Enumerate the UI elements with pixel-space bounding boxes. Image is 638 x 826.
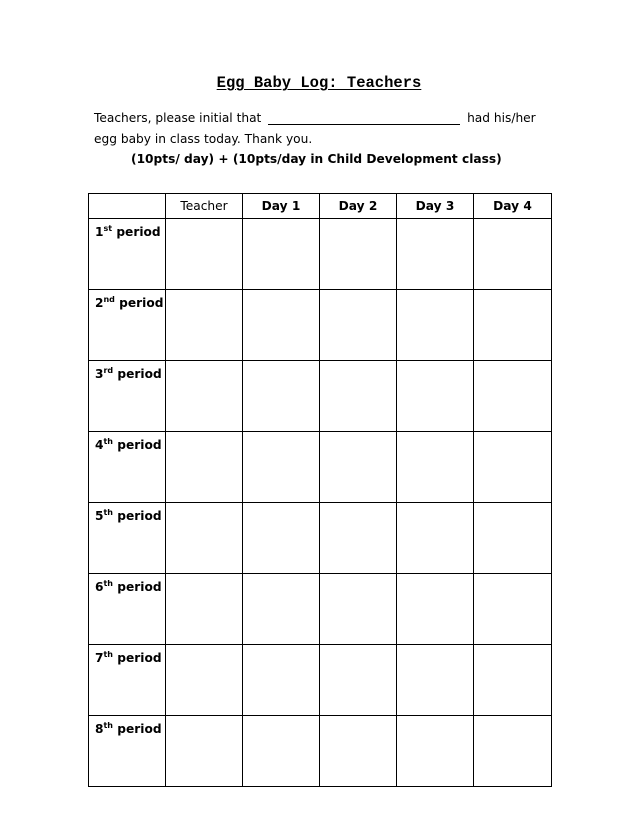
points-note: (10pts/ day) + (10pts/day in Child Development class): [131, 152, 502, 166]
period-label: [89, 503, 166, 574]
teacher-initial-cell[interactable]: [166, 574, 243, 645]
period-word: period: [116, 225, 161, 239]
table-row: [89, 645, 552, 716]
table-row: [89, 716, 552, 787]
period-ordinal-suffix: th: [103, 650, 114, 659]
day-4-cell[interactable]: [474, 219, 552, 290]
day-1-cell[interactable]: [243, 219, 320, 290]
log-table: [88, 193, 552, 787]
table-row: [89, 290, 552, 361]
day-1-cell[interactable]: [243, 716, 320, 787]
period-word: period: [117, 651, 162, 665]
day-4-cell[interactable]: [474, 645, 552, 716]
day-1-cell[interactable]: [243, 503, 320, 574]
teacher-initial-cell[interactable]: [166, 645, 243, 716]
period-label: [89, 361, 166, 432]
day-1-cell[interactable]: [243, 574, 320, 645]
day-3-cell[interactable]: [397, 503, 474, 574]
day-1-cell[interactable]: [243, 361, 320, 432]
period-number: 6: [95, 580, 104, 594]
period-number: 8: [95, 722, 104, 736]
period-ordinal-suffix: th: [103, 437, 114, 446]
period-label: [89, 219, 166, 290]
day-2-cell[interactable]: [320, 290, 397, 361]
period-word: period: [117, 509, 162, 523]
day-4-cell[interactable]: [474, 574, 552, 645]
day-3-cell[interactable]: [397, 716, 474, 787]
day-3-cell[interactable]: [397, 432, 474, 503]
period-ordinal-suffix: th: [103, 579, 114, 588]
period-label: [89, 290, 166, 361]
table-row: [89, 219, 552, 290]
period-number: 1: [95, 225, 104, 239]
teacher-initial-cell[interactable]: [166, 503, 243, 574]
day-3-cell[interactable]: [397, 290, 474, 361]
period-ordinal-suffix: th: [103, 508, 114, 517]
intro-text-before: Teachers, please initial that: [94, 111, 262, 125]
day-2-cell[interactable]: [320, 503, 397, 574]
period-label: [89, 716, 166, 787]
table-row: [89, 503, 552, 574]
day-2-cell[interactable]: [320, 361, 397, 432]
period-word: period: [117, 367, 162, 381]
header-day-2: Day 2: [320, 194, 397, 219]
intro-text-after: had his/her egg baby in class today. Thank you.: [94, 111, 536, 146]
day-3-cell[interactable]: [397, 219, 474, 290]
period-word: period: [117, 580, 162, 594]
teacher-initial-cell[interactable]: [166, 432, 243, 503]
table-header-row: [89, 194, 552, 219]
period-number: 5: [95, 509, 104, 523]
day-4-cell[interactable]: [474, 432, 552, 503]
day-4-cell[interactable]: [474, 290, 552, 361]
day-1-cell[interactable]: [243, 645, 320, 716]
period-word: period: [119, 296, 164, 310]
day-1-cell[interactable]: [243, 290, 320, 361]
period-number: 2: [95, 296, 104, 310]
table-row: [89, 432, 552, 503]
day-2-cell[interactable]: [320, 645, 397, 716]
intro-paragraph: [94, 108, 554, 150]
day-3-cell[interactable]: [397, 361, 474, 432]
day-3-cell[interactable]: [397, 645, 474, 716]
period-word: period: [117, 722, 162, 736]
header-day-1: Day 1: [243, 194, 320, 219]
teacher-initial-cell[interactable]: [166, 716, 243, 787]
header-teacher: Teacher: [166, 194, 243, 219]
day-4-cell[interactable]: [474, 716, 552, 787]
day-2-cell[interactable]: [320, 716, 397, 787]
header-day-3: Day 3: [397, 194, 474, 219]
student-name-blank[interactable]: [268, 111, 460, 125]
day-4-cell[interactable]: [474, 503, 552, 574]
page-title: Egg Baby Log: Teachers: [216, 74, 422, 92]
day-4-cell[interactable]: [474, 361, 552, 432]
table-row: [89, 574, 552, 645]
day-2-cell[interactable]: [320, 219, 397, 290]
header-day-4: Day 4: [474, 194, 552, 219]
day-2-cell[interactable]: [320, 432, 397, 503]
teacher-initial-cell[interactable]: [166, 290, 243, 361]
day-1-cell[interactable]: [243, 432, 320, 503]
period-label: [89, 574, 166, 645]
period-ordinal-suffix: st: [103, 224, 113, 233]
period-word: period: [117, 438, 162, 452]
period-number: 3: [95, 367, 104, 381]
period-ordinal-suffix: th: [103, 721, 114, 730]
table-row: [89, 361, 552, 432]
period-number: 7: [95, 651, 104, 665]
period-ordinal-suffix: nd: [103, 295, 115, 304]
period-ordinal-suffix: rd: [103, 366, 114, 375]
day-3-cell[interactable]: [397, 574, 474, 645]
day-2-cell[interactable]: [320, 574, 397, 645]
teacher-initial-cell[interactable]: [166, 361, 243, 432]
teacher-initial-cell[interactable]: [166, 219, 243, 290]
period-label: [89, 432, 166, 503]
header-corner-cell: [89, 194, 166, 219]
period-number: 4: [95, 438, 104, 452]
period-label: [89, 645, 166, 716]
